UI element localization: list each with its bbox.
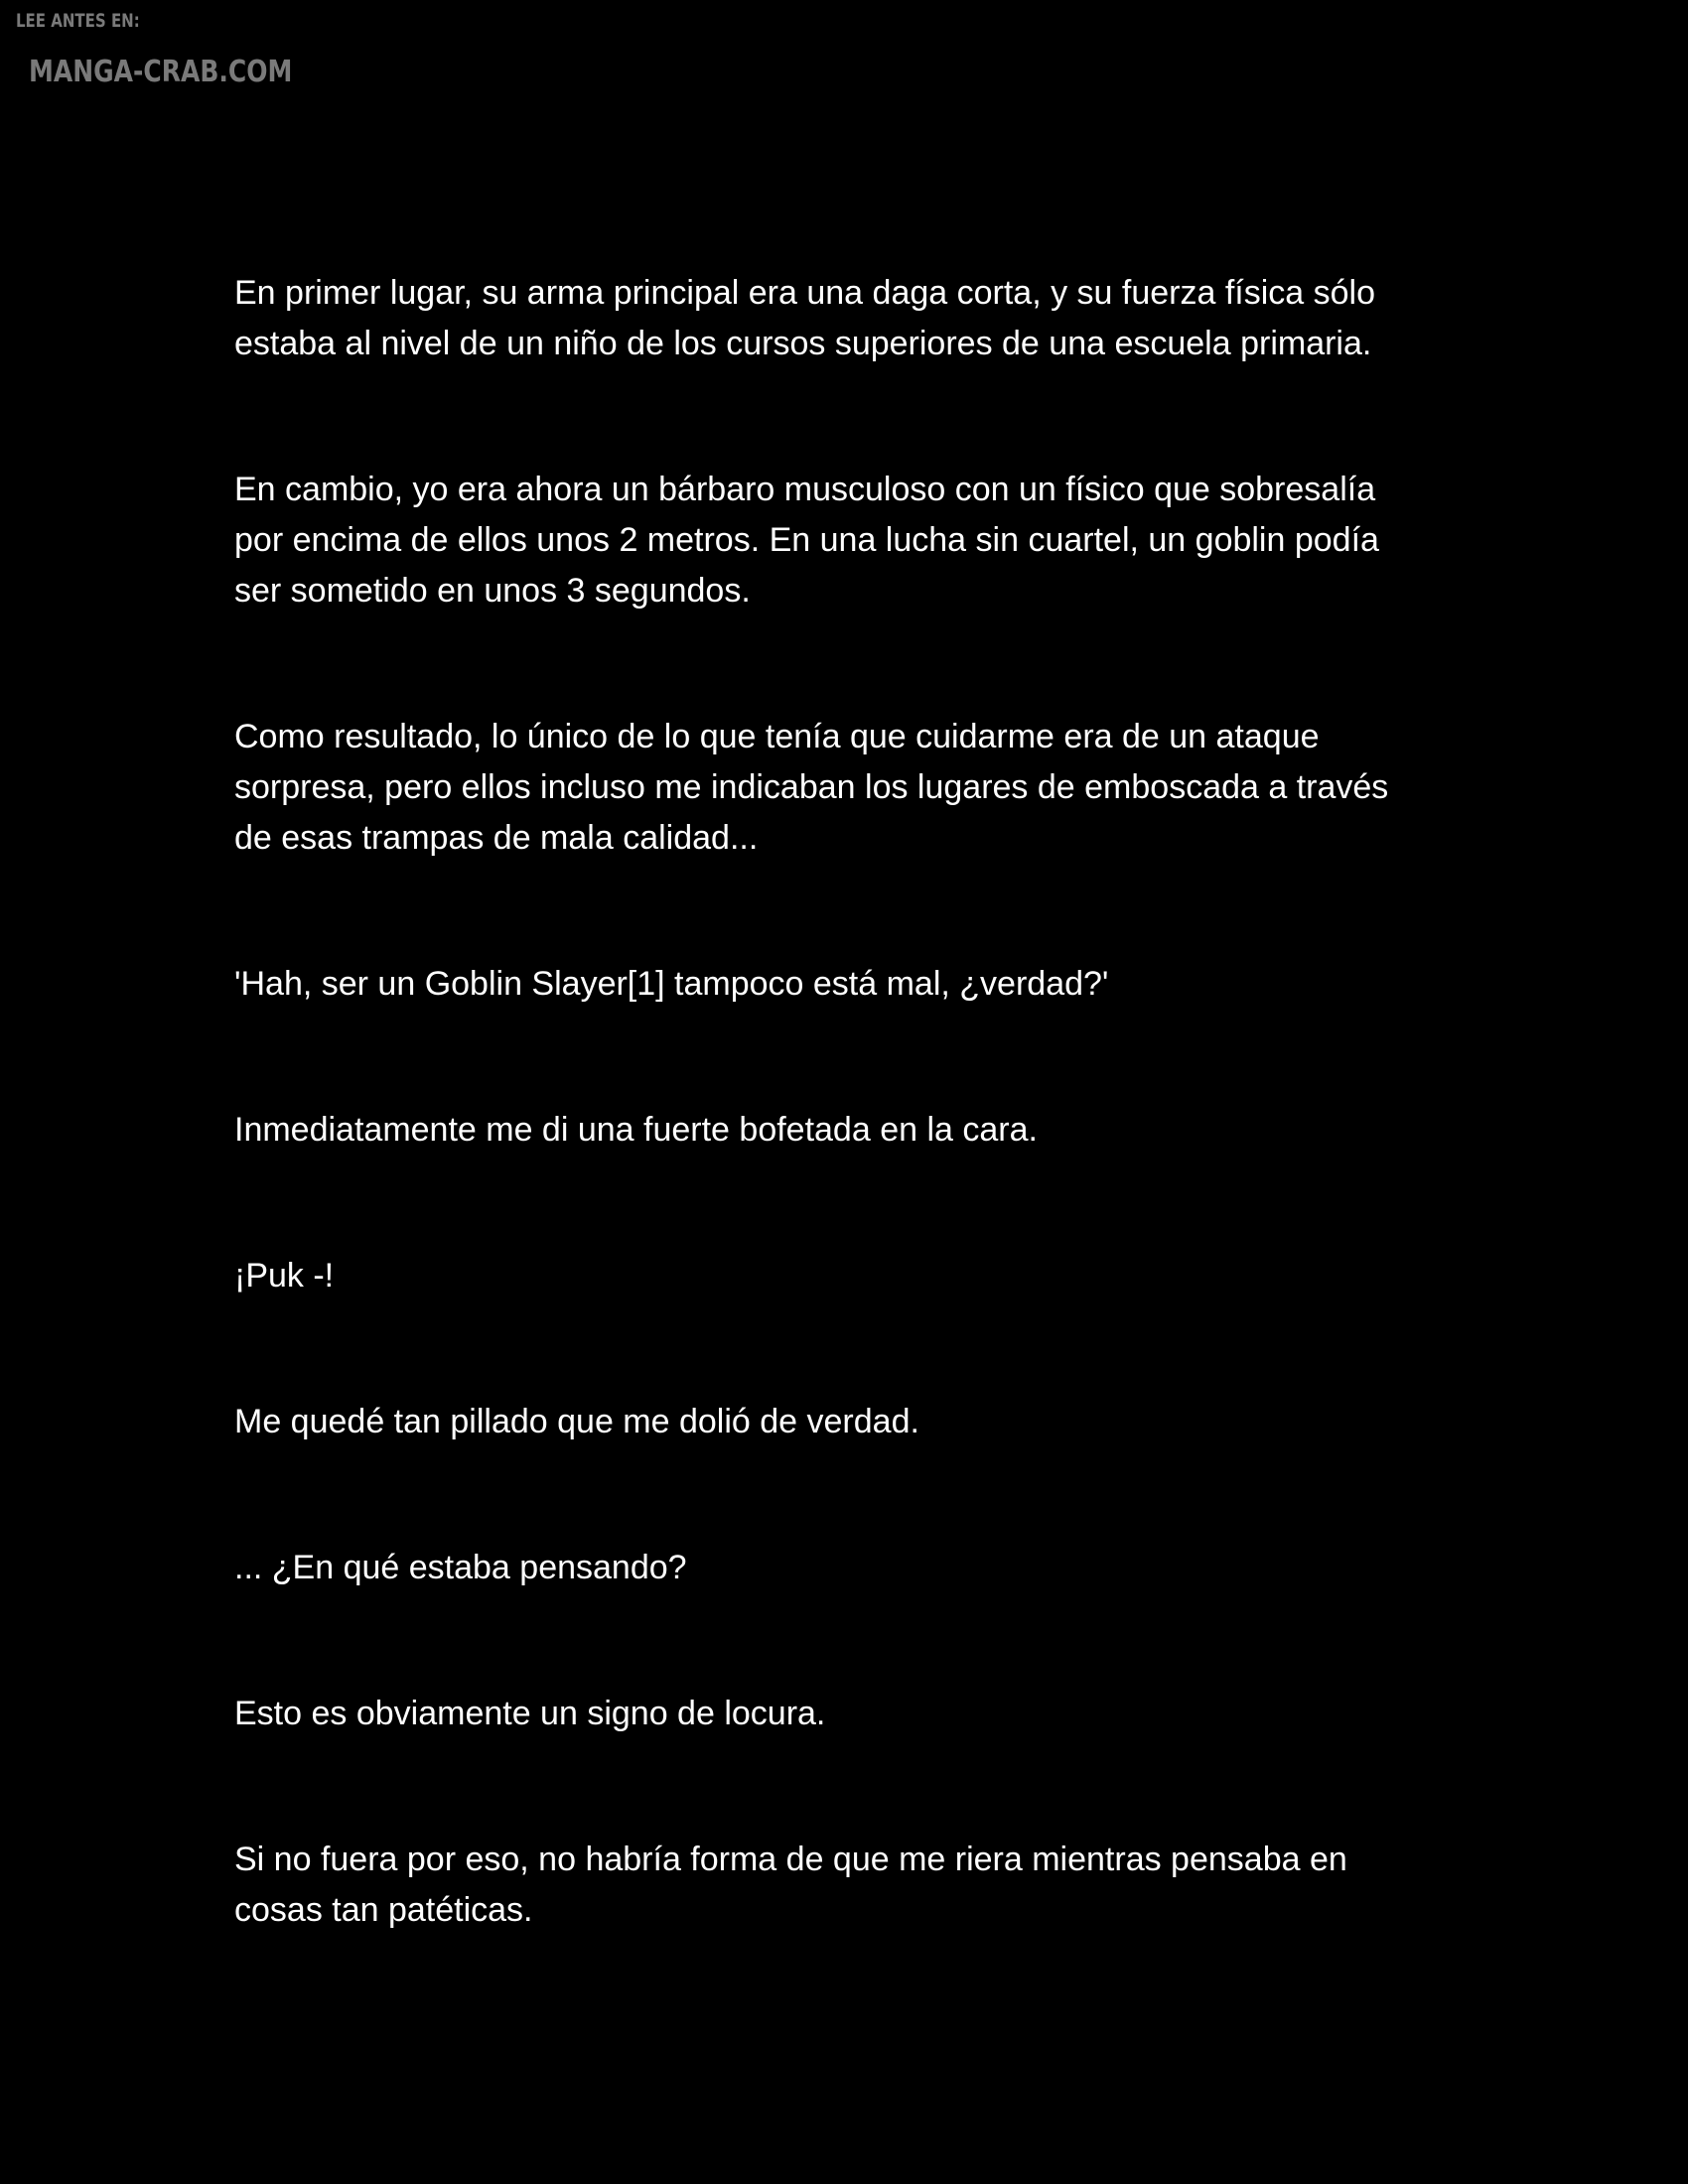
site-watermark — [16, 9, 293, 89]
paragraph: Como resultado, lo único de lo que tenía que cuidarme era de un ataque sorpresa, pero ellos incluso me indicaban los lugares de emboscada a través de esas trampas de mala calidad... — [234, 718, 1389, 857]
paragraph: ¡Puk -! — [234, 1257, 335, 1295]
paragraph: En primer lugar, su arma principal era una daga corta, y su fuerza física sólo estaba al nivel de un niño de los cursos superiores de una escuela primaria. — [234, 274, 1376, 362]
paragraph: Inmediatamente me di una fuerte bofetada en la cara. — [234, 1111, 1038, 1149]
paragraph: En cambio, yo era ahora un bárbaro musculoso con un físico que sobresalía por encima de ellos unos 2 metros. En una lucha sin cuartel, un goblin podía ser sometido en unos 3 segundos. — [234, 471, 1379, 610]
paragraph: Me quedé tan pillado que me dolió de verdad. — [234, 1403, 919, 1440]
watermark-caption: LEE ANTES EN: — [16, 9, 140, 32]
paragraph: Esto es obviamente un signo de locura. — [234, 1695, 826, 1732]
paragraph: ... ¿En qué estaba pensando? — [234, 1549, 687, 1586]
paragraph: Si no fuera por eso, no habría forma de que me riera mientras pensaba en cosas tan patéticas. — [234, 1841, 1347, 1929]
paragraph: 'Hah, ser un Goblin Slayer[1] tampoco está mal, ¿verdad?' — [234, 965, 1109, 1003]
story-text — [234, 268, 1476, 2031]
watermark-site-name: MANGA-CRAB.COM — [29, 54, 293, 89]
